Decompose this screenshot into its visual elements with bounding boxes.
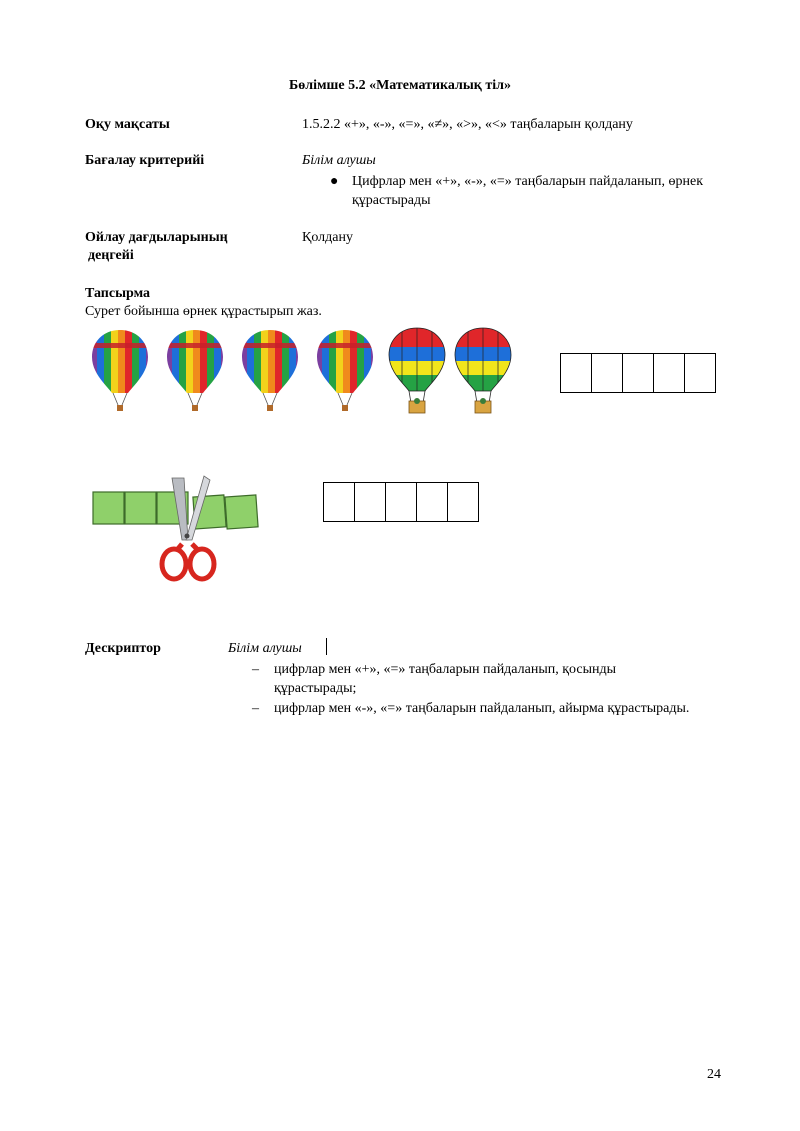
striped-balloon-icon — [90, 327, 153, 411]
balloons-illustration — [90, 325, 530, 417]
descriptor-label: Дескриптор — [85, 641, 161, 656]
criteria-bullet-text: Цифрлар мен «+», «-», «=» таңбаларын пайдаланып, өрнек құрастырады — [352, 174, 704, 208]
striped-balloon-icon — [165, 327, 228, 411]
bullet-icon: ● — [330, 174, 339, 189]
answer-grid-squares — [323, 482, 479, 522]
text-cursor — [326, 638, 327, 655]
colored-balloon-icon — [387, 325, 447, 413]
task-text: Сурет бойынша өрнек құрастырып жаз. — [85, 304, 322, 319]
page-number: 24 — [707, 1067, 721, 1082]
striped-balloon-icon — [240, 327, 303, 411]
answer-cell[interactable] — [561, 354, 592, 392]
descriptor-intro: Білім алушы — [228, 641, 302, 656]
answer-grid-balloons — [560, 353, 716, 393]
objective-value: 1.5.2.2 «+», «-», «=», «≠», «>», «<» таңбаларын қолдану — [302, 117, 633, 132]
criteria-intro: Білім алушы — [302, 153, 376, 168]
criteria-label: Бағалау критерийі — [85, 153, 205, 168]
objective-label: Оқу мақсаты — [85, 117, 170, 132]
answer-cell[interactable] — [417, 483, 448, 521]
answer-cell[interactable] — [592, 354, 623, 392]
scissors-squares-illustration — [88, 474, 268, 586]
skills-value: Қолдану — [302, 230, 353, 245]
answer-cell[interactable] — [355, 483, 386, 521]
dash-icon: – — [252, 662, 259, 677]
colored-balloon-icon — [453, 325, 513, 413]
answer-cell[interactable] — [623, 354, 654, 392]
task-label: Тапсырма — [85, 286, 151, 301]
striped-balloon-icon — [315, 327, 378, 411]
answer-cell[interactable] — [685, 354, 715, 392]
answer-cell[interactable] — [386, 483, 417, 521]
skills-label-line2: деңгейі — [88, 248, 134, 263]
answer-cell[interactable] — [324, 483, 355, 521]
descriptor-item-text: цифрлар мен «-», «=» таңбаларын пайдаланып, айырма құрастырады. — [274, 701, 690, 716]
page-title: Бөлімше 5.2 «Математикалық тіл» — [289, 78, 511, 93]
answer-cell[interactable] — [448, 483, 478, 521]
skills-label-line1: Ойлау дағдыларының — [85, 230, 228, 245]
descriptor-item-text: цифрлар мен «+», «=» таңбаларын пайдаланып, қосынды құрастырады; — [274, 662, 617, 696]
dash-icon: – — [252, 701, 259, 716]
answer-cell[interactable] — [654, 354, 685, 392]
